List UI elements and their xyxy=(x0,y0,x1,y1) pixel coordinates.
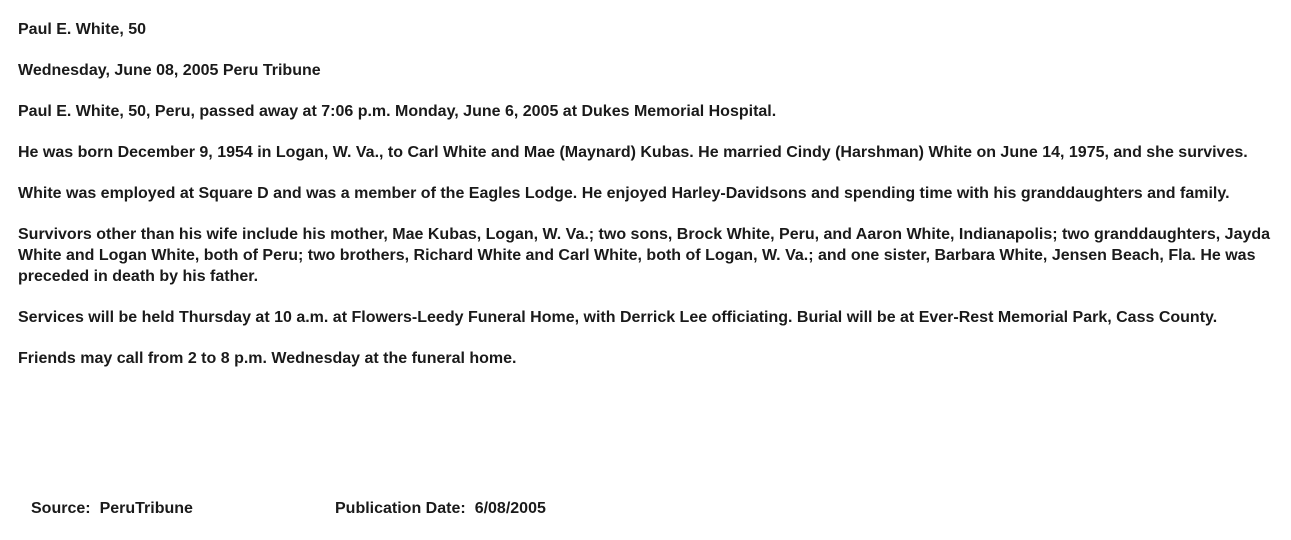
paragraph-birth-marriage: He was born December 9, 1954 in Logan, W. Va., to Carl White and Mae (Maynard) Kubas. He married Cindy (Harshman) White on June 14, 1975, and she survives. xyxy=(18,144,1248,161)
publication-date-field xyxy=(335,498,546,519)
paragraph-services: Services will be held Thursday at 10 a.m. at Flowers-Leedy Funeral Home, with Derrick Lee officiating. Burial will be at Ever-Rest Memorial Park, Cass County. xyxy=(18,309,1218,326)
publication-date-label: Publication Date: xyxy=(335,500,466,517)
source-field xyxy=(31,498,193,519)
paragraph-employment: White was employed at Square D and was a member of the Eagles Lodge. He enjoyed Harley-Davidsons and spending time with his granddaughters and family. xyxy=(18,185,1230,202)
source-value: PeruTribune xyxy=(99,500,193,517)
paragraph-visitation: Friends may call from 2 to 8 p.m. Wednesday at the funeral home. xyxy=(18,350,517,367)
paragraph-survivors: Survivors other than his wife include his mother, Mae Kubas, Logan, W. Va.; two sons, Brock White, Peru, and Aaron White, Indianapolis; two granddaughters, Jayda White and Logan White, both of Peru; two brothers, Richard White and Carl White, both of Logan, W. Va.; and one sister, Barbara White, Jensen Beach, Fla. He was preceded in death by his father. xyxy=(18,226,1271,285)
obituary-document xyxy=(18,19,1273,389)
obituary-title: Paul E. White, 50 xyxy=(18,21,147,38)
paragraph-death-notice: Paul E. White, 50, Peru, passed away at 7:06 p.m. Monday, June 6, 2005 at Dukes Memorial Hospital. xyxy=(18,103,777,120)
publication-date-value: 6/08/2005 xyxy=(474,500,546,517)
source-label: Source: xyxy=(31,500,91,517)
obituary-dateline: Wednesday, June 08, 2005 Peru Tribune xyxy=(18,62,321,79)
